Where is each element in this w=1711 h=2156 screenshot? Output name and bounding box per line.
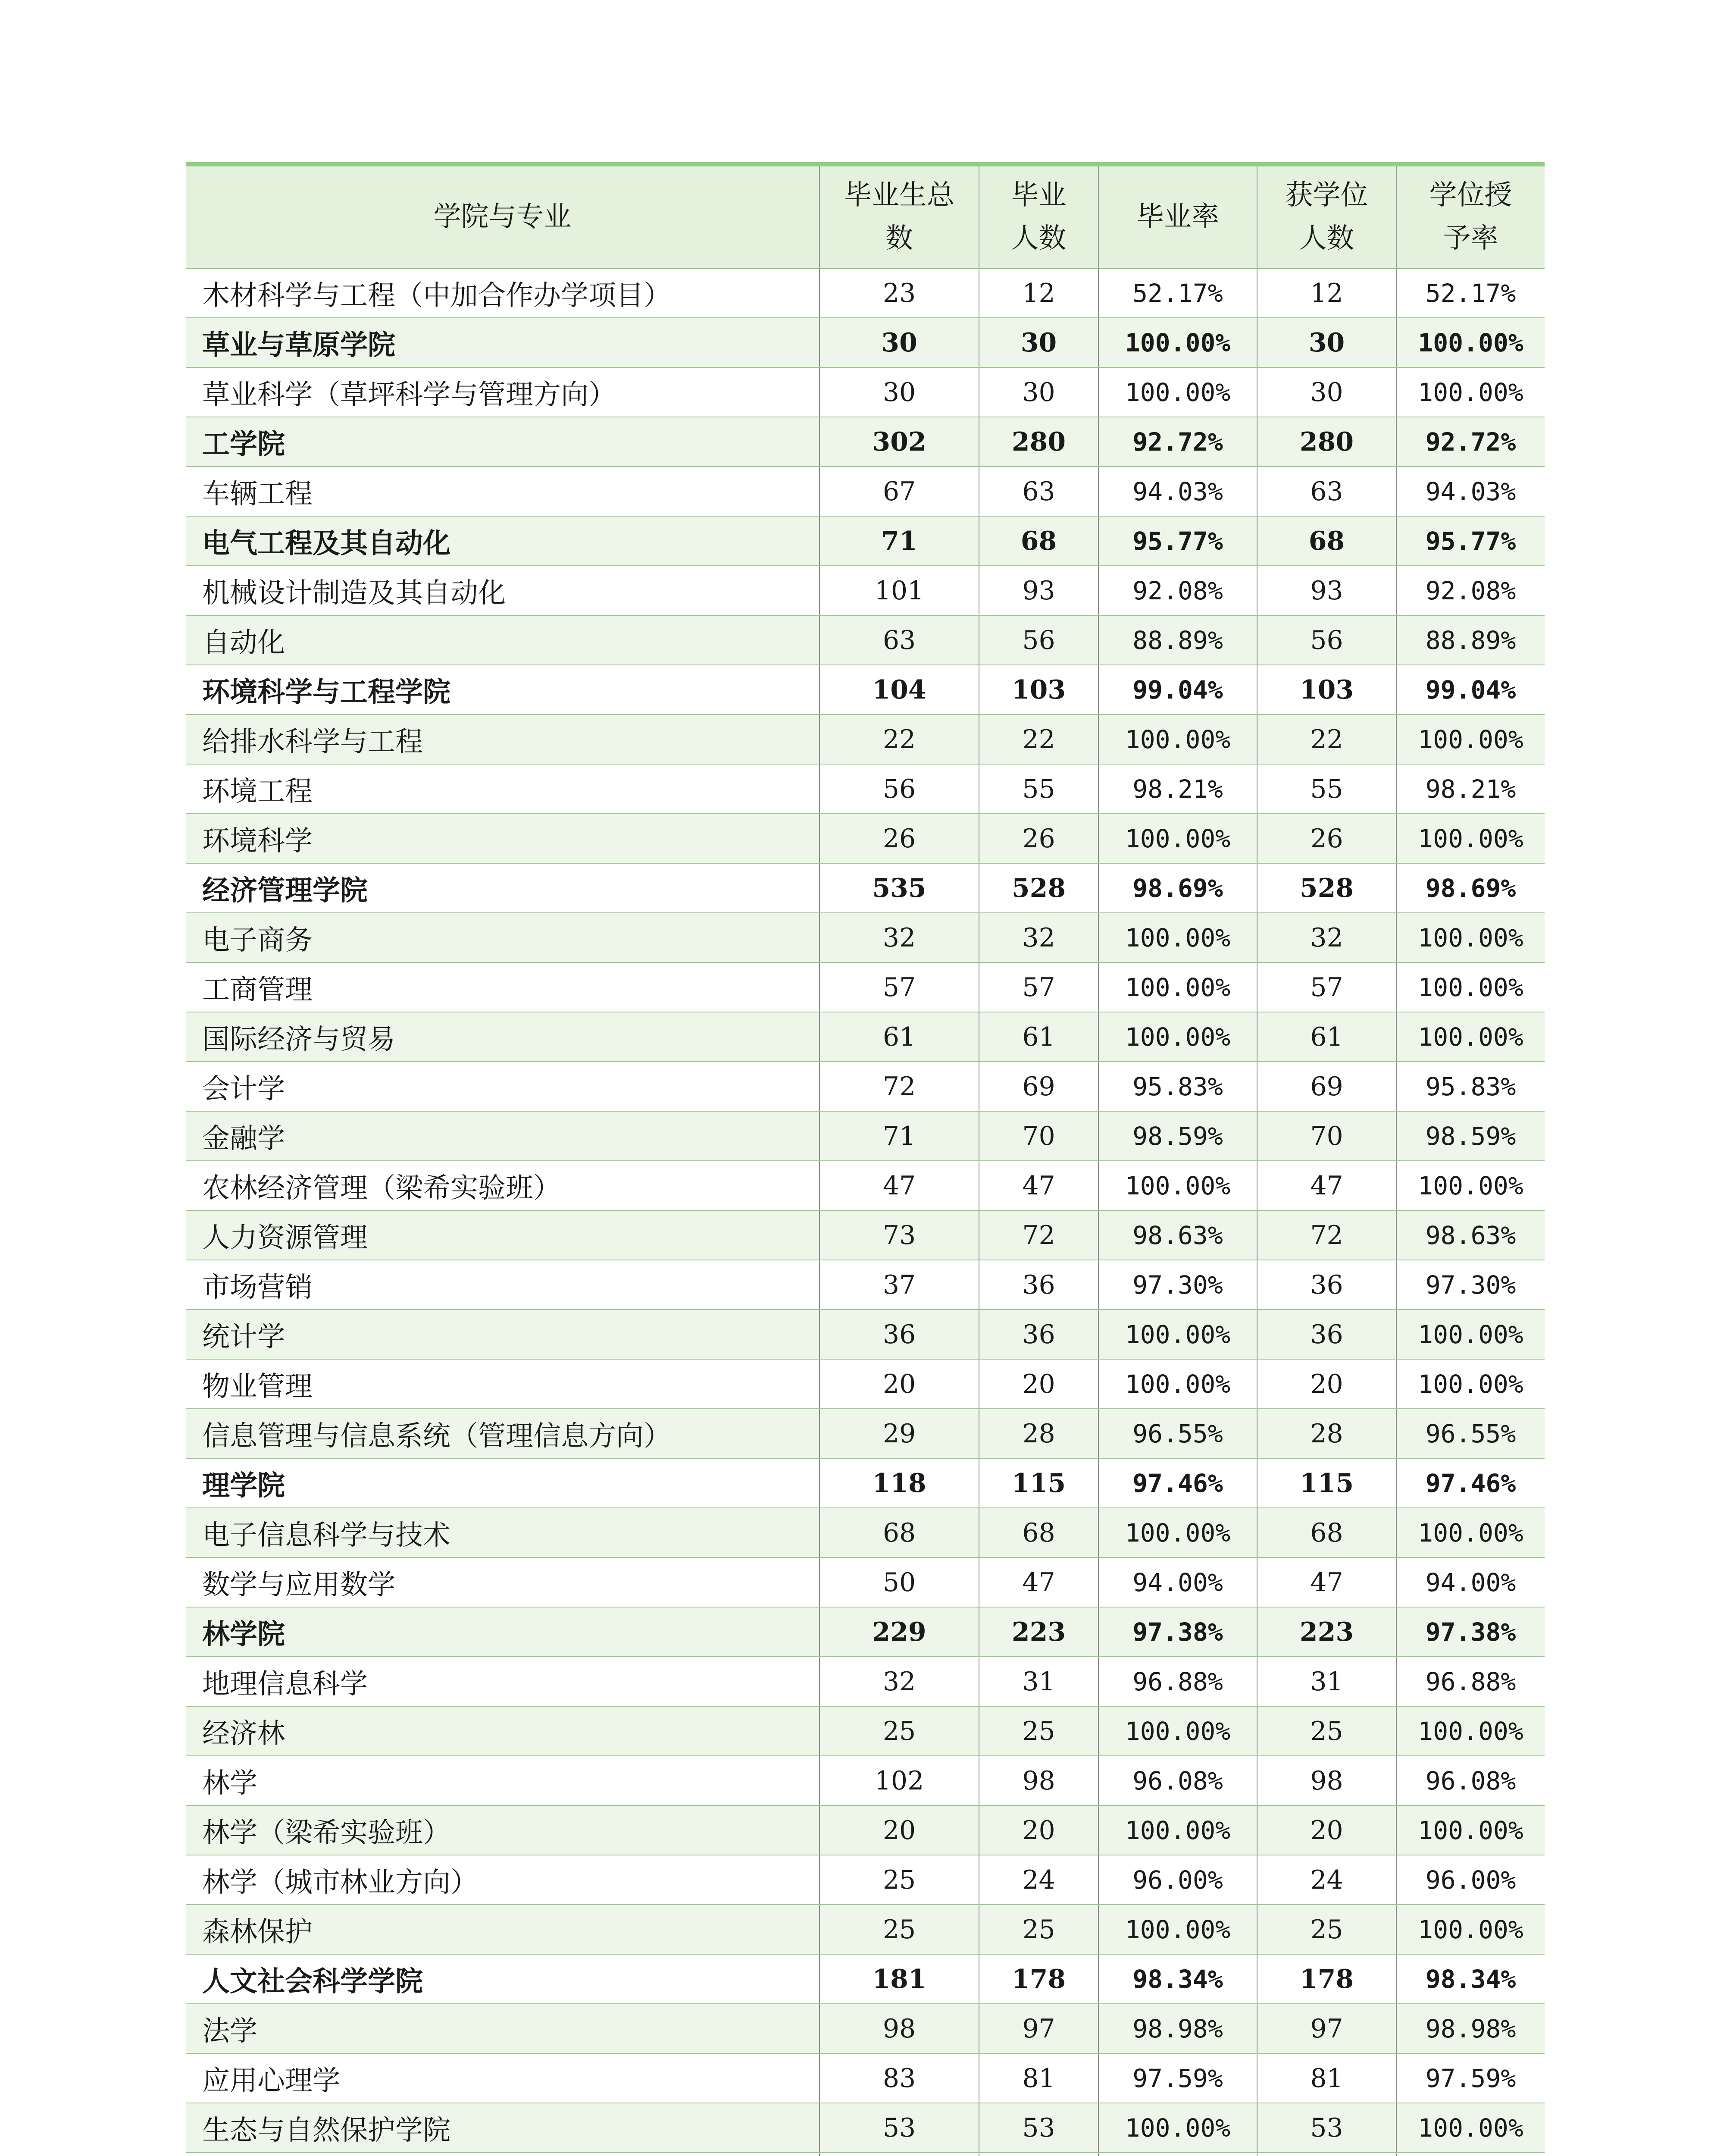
cell-name: 电子信息科学与技术 <box>186 1508 820 1557</box>
cell-name: 给排水科学与工程 <box>186 714 820 764</box>
cell-total-graduates: 63 <box>820 615 979 665</box>
cell-name: 经济管理学院 <box>186 863 820 913</box>
cell-graduation-rate <box>1098 2153 1257 2156</box>
table-row <box>186 1062 1545 1111</box>
table-row <box>186 367 1545 417</box>
cell-degree-count: 72 <box>1257 1210 1396 1260</box>
table-row <box>186 615 1545 665</box>
table-row <box>186 2103 1545 2153</box>
cell-name: 车辆工程 <box>186 467 820 516</box>
cell-name: 森林保护 <box>186 1905 820 1954</box>
header-line: 毕业 <box>1011 179 1067 212</box>
cell-name: 林学（梁希实验班） <box>186 1805 820 1855</box>
cell-degree-count: 47 <box>1257 1557 1396 1607</box>
cell-total-graduates: 23 <box>820 268 979 318</box>
cell-degree-rate: 98.98% <box>1396 2004 1545 2053</box>
cell-name: 人文社会科学学院 <box>186 1954 820 2004</box>
college-row <box>186 863 1545 913</box>
table-row <box>186 1161 1545 1210</box>
cell-degree-count: 36 <box>1257 1310 1396 1359</box>
college-row <box>186 417 1545 467</box>
cell-graduated-count: 81 <box>979 2053 1098 2103</box>
cell-degree-count: 24 <box>1257 1855 1396 1905</box>
cell-degree-count: 68 <box>1257 1508 1396 1557</box>
cell-total-graduates: 20 <box>820 1805 979 1855</box>
cell-total-graduates: 61 <box>820 1012 979 1062</box>
cell-graduation-rate: 98.98% <box>1098 2004 1257 2053</box>
cell-total-graduates: 535 <box>820 863 979 913</box>
cell-graduated-count: 115 <box>979 1458 1098 1508</box>
header-total-graduates <box>820 164 979 268</box>
cell-name: 机械设计制造及其自动化 <box>186 566 820 615</box>
cell-degree-rate: 96.08% <box>1396 1756 1545 1805</box>
cell-graduated-count: 25 <box>979 1905 1098 1954</box>
cell-name: 物业管理 <box>186 1359 820 1409</box>
cell-total-graduates <box>820 2153 979 2156</box>
table-row <box>186 1012 1545 1062</box>
cell-degree-rate: 92.72% <box>1396 417 1545 467</box>
cell-graduation-rate: 92.08% <box>1098 566 1257 615</box>
cell-degree-count: 12 <box>1257 268 1396 318</box>
table-row <box>186 1905 1545 1954</box>
cell-graduated-count: 30 <box>979 367 1098 417</box>
cell-graduation-rate: 88.89% <box>1098 615 1257 665</box>
cell-graduated-count: 36 <box>979 1260 1098 1310</box>
cell-degree-count: 55 <box>1257 764 1396 814</box>
cell-graduation-rate: 98.34% <box>1098 1954 1257 2004</box>
cell-degree-rate: 100.00% <box>1396 2103 1545 2153</box>
cell-graduated-count: 528 <box>979 863 1098 913</box>
cell-total-graduates: 181 <box>820 1954 979 2004</box>
cell-graduation-rate: 100.00% <box>1098 962 1257 1012</box>
cell-name: 电气工程及其自动化 <box>186 516 820 566</box>
cell-degree-rate: 98.59% <box>1396 1111 1545 1161</box>
cell-total-graduates: 73 <box>820 1210 979 1260</box>
cell-graduation-rate: 100.00% <box>1098 814 1257 863</box>
cell-graduated-count: 20 <box>979 1805 1098 1855</box>
cell-graduation-rate: 100.00% <box>1098 2103 1257 2153</box>
cell-name: 环境科学 <box>186 814 820 863</box>
cell-graduated-count: 55 <box>979 764 1098 814</box>
cell-total-graduates: 47 <box>820 1161 979 1210</box>
cell-graduated-count <box>979 2153 1098 2156</box>
graduation-stats-table <box>186 162 1545 2156</box>
cell-degree-count: 103 <box>1257 665 1396 714</box>
cell-name: 农林经济管理（梁希实验班） <box>186 1161 820 1210</box>
table-row <box>186 1310 1545 1359</box>
cell-total-graduates: 104 <box>820 665 979 714</box>
cell-graduation-rate: 100.00% <box>1098 367 1257 417</box>
cell-degree-count: 56 <box>1257 615 1396 665</box>
cell-total-graduates: 83 <box>820 2053 979 2103</box>
header-degree-count <box>1257 164 1396 268</box>
cell-degree-rate: 100.00% <box>1396 1012 1545 1062</box>
cell-degree-count: 36 <box>1257 1260 1396 1310</box>
cell-graduated-count: 68 <box>979 516 1098 566</box>
cell-graduation-rate: 100.00% <box>1098 1359 1257 1409</box>
cell-graduated-count: 30 <box>979 318 1098 367</box>
cell-degree-count: 61 <box>1257 1012 1396 1062</box>
header-line: 学院与专业 <box>433 201 572 233</box>
cell-graduation-rate: 96.88% <box>1098 1657 1257 1706</box>
cell-total-graduates: 67 <box>820 467 979 516</box>
cell-degree-count: 53 <box>1257 2103 1396 2153</box>
cell-total-graduates: 30 <box>820 367 979 417</box>
cell-graduated-count: 280 <box>979 417 1098 467</box>
cell-graduated-count: 98 <box>979 1756 1098 1805</box>
header-line: 毕业率 <box>1136 201 1219 233</box>
cell-degree-rate: 100.00% <box>1396 1508 1545 1557</box>
cell-name: 木材科学与工程（中加合作办学项目） <box>186 268 820 318</box>
header-degree-rate <box>1396 164 1545 268</box>
cell-degree-count: 115 <box>1257 1458 1396 1508</box>
table-row <box>186 1260 1545 1310</box>
cell-graduation-rate: 92.72% <box>1098 417 1257 467</box>
cell-name: 林学院 <box>186 1607 820 1657</box>
cell-degree-count: 31 <box>1257 1657 1396 1706</box>
cell-name: 草业科学（草坪科学与管理方向） <box>186 367 820 417</box>
cell-total-graduates: 118 <box>820 1458 979 1508</box>
cell-name: 人力资源管理 <box>186 1210 820 1260</box>
cell-total-graduates: 302 <box>820 417 979 467</box>
cell-total-graduates: 71 <box>820 516 979 566</box>
cell-graduated-count: 32 <box>979 913 1098 962</box>
cell-total-graduates: 30 <box>820 318 979 367</box>
cell-graduation-rate: 99.04% <box>1098 665 1257 714</box>
cell-name: 工学院 <box>186 417 820 467</box>
cell-name: 电子商务 <box>186 913 820 962</box>
cell-graduation-rate: 97.38% <box>1098 1607 1257 1657</box>
cell-name: 地理信息科学 <box>186 1657 820 1706</box>
table-row <box>186 268 1545 318</box>
college-row <box>186 1954 1545 2004</box>
cell-graduation-rate: 98.59% <box>1098 1111 1257 1161</box>
header-line: 毕业生总 <box>844 179 954 212</box>
cell-graduation-rate: 100.00% <box>1098 1805 1257 1855</box>
cell-graduated-count: 26 <box>979 814 1098 863</box>
table-row <box>186 2053 1545 2103</box>
cell-degree-count: 280 <box>1257 417 1396 467</box>
table-row <box>186 764 1545 814</box>
cell-degree-rate: 100.00% <box>1396 714 1545 764</box>
cell-graduated-count: 47 <box>979 1161 1098 1210</box>
cell-graduation-rate: 98.69% <box>1098 863 1257 913</box>
cell-degree-rate: 98.63% <box>1396 1210 1545 1260</box>
cell-total-graduates: 25 <box>820 1855 979 1905</box>
cell-graduation-rate: 100.00% <box>1098 1310 1257 1359</box>
cell-graduation-rate: 100.00% <box>1098 714 1257 764</box>
table-row <box>186 1557 1545 1607</box>
cell-degree-rate: 100.00% <box>1396 1310 1545 1359</box>
college-row <box>186 665 1545 714</box>
cell-graduated-count: 72 <box>979 1210 1098 1260</box>
cell-graduated-count: 22 <box>979 714 1098 764</box>
cell-total-graduates: 22 <box>820 714 979 764</box>
cell-graduation-rate: 100.00% <box>1098 1905 1257 1954</box>
header-graduated-count <box>979 164 1098 268</box>
cell-name: 林学（城市林业方向） <box>186 1855 820 1905</box>
table-row <box>186 566 1545 615</box>
cell-degree-rate: 100.00% <box>1396 318 1545 367</box>
cell-graduated-count: 103 <box>979 665 1098 714</box>
cell-graduated-count: 25 <box>979 1706 1098 1756</box>
cell-graduated-count: 31 <box>979 1657 1098 1706</box>
header-college-major <box>186 164 820 268</box>
cell-degree-count: 20 <box>1257 1359 1396 1409</box>
header-line: 获学位 <box>1285 179 1368 212</box>
cell-name: 工商管理 <box>186 962 820 1012</box>
cell-graduated-count: 28 <box>979 1409 1098 1458</box>
cell-degree-count: 26 <box>1257 814 1396 863</box>
graduation-stats-table-container <box>186 162 1545 2156</box>
cell-graduated-count: 24 <box>979 1855 1098 1905</box>
cell-degree-rate: 100.00% <box>1396 913 1545 962</box>
cell-degree-count: 25 <box>1257 1706 1396 1756</box>
cell-name: 应用心理学 <box>186 2053 820 2103</box>
cell-name: 国际经济与贸易 <box>186 1012 820 1062</box>
cell-total-graduates: 72 <box>820 1062 979 1111</box>
table-row <box>186 1210 1545 1260</box>
cell-graduation-rate: 95.83% <box>1098 1062 1257 1111</box>
cell-degree-count: 178 <box>1257 1954 1396 2004</box>
cell-graduation-rate: 97.46% <box>1098 1458 1257 1508</box>
cell-degree-count: 63 <box>1257 467 1396 516</box>
table-row <box>186 1359 1545 1409</box>
header-line: 数 <box>885 222 913 255</box>
cell-graduation-rate: 100.00% <box>1098 1706 1257 1756</box>
cell-graduated-count: 36 <box>979 1310 1098 1359</box>
cell-graduated-count: 57 <box>979 962 1098 1012</box>
cell-name: 会计学 <box>186 1062 820 1111</box>
cell-graduation-rate: 100.00% <box>1098 318 1257 367</box>
cell-graduation-rate: 100.00% <box>1098 1012 1257 1062</box>
cell-total-graduates: 25 <box>820 1905 979 1954</box>
header-row <box>186 164 1545 268</box>
cell-total-graduates: 229 <box>820 1607 979 1657</box>
cell-degree-rate: 96.00% <box>1396 1855 1545 1905</box>
cell-graduated-count: 93 <box>979 566 1098 615</box>
cell-degree-count: 68 <box>1257 516 1396 566</box>
cell-graduated-count: 47 <box>979 1557 1098 1607</box>
cell-total-graduates: 101 <box>820 566 979 615</box>
cell-degree-rate: 99.04% <box>1396 665 1545 714</box>
cell-degree-rate: 96.88% <box>1396 1657 1545 1706</box>
cell-degree-count: 25 <box>1257 1905 1396 1954</box>
cell-name: 草业与草原学院 <box>186 318 820 367</box>
cell-graduated-count: 97 <box>979 2004 1098 2053</box>
cell-name: 市场营销 <box>186 1260 820 1310</box>
table-row <box>186 1657 1545 1706</box>
cell-degree-rate <box>1396 2153 1545 2156</box>
cell-name: 信息管理与信息系统（管理信息方向） <box>186 1409 820 1458</box>
cell-total-graduates: 68 <box>820 1508 979 1557</box>
cell-name: 统计学 <box>186 1310 820 1359</box>
cell-graduation-rate: 96.00% <box>1098 1855 1257 1905</box>
cell-degree-rate: 100.00% <box>1396 1706 1545 1756</box>
cell-degree-rate: 100.00% <box>1396 1359 1545 1409</box>
cell-degree-count: 93 <box>1257 566 1396 615</box>
cell-name: 环境工程 <box>186 764 820 814</box>
cell-graduated-count: 12 <box>979 268 1098 318</box>
cell-graduation-rate: 96.08% <box>1098 1756 1257 1805</box>
cell-degree-rate: 98.34% <box>1396 1954 1545 2004</box>
table-row <box>186 1706 1545 1756</box>
cell-total-graduates: 102 <box>820 1756 979 1805</box>
cell-graduated-count: 69 <box>979 1062 1098 1111</box>
cell-name: 生态与自然保护学院 <box>186 2103 820 2153</box>
college-row <box>186 516 1545 566</box>
table-row <box>186 962 1545 1012</box>
cell-degree-count: 98 <box>1257 1756 1396 1805</box>
cell-name: 法学 <box>186 2004 820 2053</box>
table-row <box>186 1805 1545 1855</box>
cell-graduation-rate: 98.21% <box>1098 764 1257 814</box>
cell-total-graduates: 20 <box>820 1359 979 1409</box>
cell-graduated-count: 56 <box>979 615 1098 665</box>
header-line: 人数 <box>1299 222 1354 255</box>
table-row <box>186 814 1545 863</box>
table-row <box>186 2153 1545 2156</box>
cell-degree-count: 528 <box>1257 863 1396 913</box>
cell-degree-rate: 97.59% <box>1396 2053 1545 2103</box>
table-row <box>186 467 1545 516</box>
cell-name: 经济林 <box>186 1706 820 1756</box>
cell-total-graduates: 50 <box>820 1557 979 1607</box>
cell-degree-rate: 98.69% <box>1396 863 1545 913</box>
cell-degree-rate: 97.46% <box>1396 1458 1545 1508</box>
cell-graduation-rate: 52.17% <box>1098 268 1257 318</box>
cell-graduated-count: 20 <box>979 1359 1098 1409</box>
cell-graduated-count: 61 <box>979 1012 1098 1062</box>
cell-graduated-count: 178 <box>979 1954 1098 2004</box>
cell-name: 理学院 <box>186 1458 820 1508</box>
table-header <box>186 164 1545 268</box>
cell-degree-rate: 100.00% <box>1396 1805 1545 1855</box>
cell-degree-rate: 95.77% <box>1396 516 1545 566</box>
table-row <box>186 1855 1545 1905</box>
cell-degree-count: 81 <box>1257 2053 1396 2103</box>
cell-graduation-rate: 94.03% <box>1098 467 1257 516</box>
cell-total-graduates: 32 <box>820 1657 979 1706</box>
cell-degree-count <box>1257 2153 1396 2156</box>
cell-name: 自动化 <box>186 615 820 665</box>
cell-graduated-count: 223 <box>979 1607 1098 1657</box>
cell-graduation-rate: 96.55% <box>1098 1409 1257 1458</box>
cell-degree-count: 57 <box>1257 962 1396 1012</box>
cell-degree-count: 223 <box>1257 1607 1396 1657</box>
cell-name: 林学 <box>186 1756 820 1805</box>
cell-degree-rate: 97.30% <box>1396 1260 1545 1310</box>
header-line: 学位授 <box>1429 179 1512 212</box>
cell-degree-rate: 100.00% <box>1396 814 1545 863</box>
cell-graduation-rate: 100.00% <box>1098 1161 1257 1210</box>
cell-degree-rate: 88.89% <box>1396 615 1545 665</box>
cell-degree-count: 70 <box>1257 1111 1396 1161</box>
cell-graduation-rate: 100.00% <box>1098 1508 1257 1557</box>
cell-degree-rate: 95.83% <box>1396 1062 1545 1111</box>
cell-total-graduates: 26 <box>820 814 979 863</box>
cell-total-graduates: 37 <box>820 1260 979 1310</box>
cell-name <box>186 2153 820 2156</box>
cell-degree-rate: 96.55% <box>1396 1409 1545 1458</box>
cell-graduation-rate: 100.00% <box>1098 913 1257 962</box>
table-row <box>186 1508 1545 1557</box>
cell-graduated-count: 53 <box>979 2103 1098 2153</box>
table-row <box>186 1111 1545 1161</box>
header-line: 人数 <box>1011 222 1067 255</box>
cell-graduation-rate: 94.00% <box>1098 1557 1257 1607</box>
cell-degree-count: 28 <box>1257 1409 1396 1458</box>
cell-degree-rate: 97.38% <box>1396 1607 1545 1657</box>
cell-degree-count: 69 <box>1257 1062 1396 1111</box>
cell-total-graduates: 25 <box>820 1706 979 1756</box>
college-row <box>186 318 1545 367</box>
cell-graduation-rate: 98.63% <box>1098 1210 1257 1260</box>
cell-degree-rate: 92.08% <box>1396 566 1545 615</box>
header-line: 予率 <box>1443 222 1498 255</box>
cell-degree-count: 97 <box>1257 2004 1396 2053</box>
cell-total-graduates: 32 <box>820 913 979 962</box>
cell-name: 数学与应用数学 <box>186 1557 820 1607</box>
cell-degree-rate: 100.00% <box>1396 1905 1545 1954</box>
cell-graduation-rate: 97.30% <box>1098 1260 1257 1310</box>
table-row <box>186 2004 1545 2053</box>
header-graduation-rate <box>1098 164 1257 268</box>
cell-graduation-rate: 95.77% <box>1098 516 1257 566</box>
cell-total-graduates: 98 <box>820 2004 979 2053</box>
cell-total-graduates: 53 <box>820 2103 979 2153</box>
table-body <box>186 268 1545 2156</box>
cell-total-graduates: 36 <box>820 1310 979 1359</box>
table-row <box>186 1409 1545 1458</box>
cell-name: 金融学 <box>186 1111 820 1161</box>
cell-degree-count: 47 <box>1257 1161 1396 1210</box>
cell-total-graduates: 71 <box>820 1111 979 1161</box>
cell-degree-rate: 52.17% <box>1396 268 1545 318</box>
college-row <box>186 1607 1545 1657</box>
cell-degree-rate: 94.00% <box>1396 1557 1545 1607</box>
cell-degree-count: 30 <box>1257 367 1396 417</box>
cell-degree-rate: 94.03% <box>1396 467 1545 516</box>
cell-degree-rate: 100.00% <box>1396 962 1545 1012</box>
cell-name: 环境科学与工程学院 <box>186 665 820 714</box>
cell-degree-count: 22 <box>1257 714 1396 764</box>
cell-degree-rate: 98.21% <box>1396 764 1545 814</box>
cell-total-graduates: 56 <box>820 764 979 814</box>
cell-graduation-rate: 97.59% <box>1098 2053 1257 2103</box>
cell-degree-count: 20 <box>1257 1805 1396 1855</box>
cell-graduated-count: 63 <box>979 467 1098 516</box>
cell-total-graduates: 29 <box>820 1409 979 1458</box>
cell-degree-count: 30 <box>1257 318 1396 367</box>
cell-degree-rate: 100.00% <box>1396 1161 1545 1210</box>
college-row <box>186 1458 1545 1508</box>
cell-total-graduates: 57 <box>820 962 979 1012</box>
table-row <box>186 913 1545 962</box>
cell-graduated-count: 70 <box>979 1111 1098 1161</box>
cell-graduated-count: 68 <box>979 1508 1098 1557</box>
cell-degree-rate: 100.00% <box>1396 367 1545 417</box>
table-row <box>186 1756 1545 1805</box>
cell-degree-count: 32 <box>1257 913 1396 962</box>
table-row <box>186 714 1545 764</box>
